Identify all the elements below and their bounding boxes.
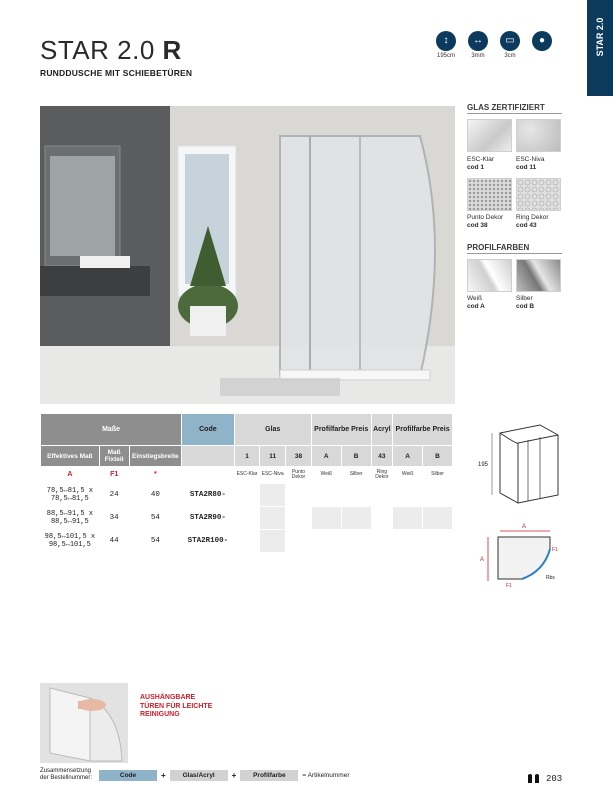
- cell-price: [312, 507, 341, 529]
- plan-f1-side: F1: [552, 547, 558, 553]
- label-silber-acryl: Silber: [431, 471, 444, 478]
- cell-price: [393, 530, 422, 552]
- title-bold: R: [162, 35, 182, 65]
- label-weiss: Weiß: [320, 471, 333, 478]
- feature-water: [530, 31, 554, 59]
- feature-icons: [434, 31, 554, 59]
- col-43: 43: [372, 446, 393, 466]
- cell-price: [286, 484, 311, 506]
- label-blank: [182, 467, 234, 483]
- feature-caption: 195cm: [436, 53, 455, 59]
- cell-price: [423, 484, 452, 506]
- plan-a-top: A: [522, 524, 527, 530]
- composer-glass: Glas/Acryl: [170, 770, 228, 781]
- glass-thickness-icon: ↔: [468, 31, 488, 51]
- spec-table: [40, 413, 453, 553]
- cell-price: [342, 530, 371, 552]
- col-11: 11: [260, 446, 285, 466]
- profile-caption: Silber cod B: [516, 295, 535, 310]
- plus-icon: +: [231, 770, 237, 780]
- cell-price: [260, 484, 285, 506]
- cell-eff: 98,5↔101,5 x 98,5↔101,5: [44, 533, 96, 549]
- page-title: [40, 35, 182, 66]
- cell-einstieg: 54: [150, 514, 160, 522]
- label-punto: Punto Dekor: [291, 468, 306, 480]
- cell-eff: 78,5↔81,5 x 78,5↔81,5: [46, 487, 93, 503]
- glass-caption: Punto Dekor cod 38: [467, 214, 504, 229]
- col-b-acryl: B: [423, 446, 452, 466]
- profile-swatch-weiss[interactable]: [467, 259, 512, 292]
- header-code-blank: [182, 446, 234, 466]
- dimension-drawing: [470, 413, 575, 589]
- header-acryl: Acryl: [372, 414, 393, 445]
- order-number-composer: [40, 768, 350, 782]
- page-number: 203: [546, 774, 563, 784]
- feature-profile: [498, 31, 522, 59]
- profile-swatch-silber[interactable]: [516, 259, 561, 292]
- promo-text: AUSHÄNGBARE TÜREN FÜR LEICHTE REINIGUNG: [140, 694, 213, 718]
- page-subtitle: RUNDDUSCHE MIT SCHIEBETÜREN: [40, 68, 193, 78]
- header-mass-fixteil: Maß Fixteil: [100, 446, 129, 466]
- plus-icon: +: [161, 770, 166, 780]
- glass-swatch-esc-klar[interactable]: [467, 119, 512, 152]
- cell-price: [342, 507, 371, 529]
- col-b: B: [342, 446, 371, 466]
- title-light: STAR 2.0: [40, 35, 155, 65]
- cell-code: STA2R90-: [189, 514, 226, 522]
- col-a: A: [312, 446, 341, 466]
- cell-code: STA2R100-: [187, 537, 229, 545]
- label-esc-klar: ESC-Klar: [236, 471, 258, 478]
- cleaning-illustration: [40, 683, 128, 763]
- cell-code: STA2R80-: [189, 491, 226, 499]
- header-einstiegsbreite: Einstiegsbreite: [130, 446, 182, 466]
- label-f1: F1: [110, 471, 119, 479]
- cell-price: [286, 530, 311, 552]
- feature-caption: 3mm: [471, 53, 485, 59]
- plan-a-left: A: [480, 557, 485, 563]
- cell-fix: 24: [109, 491, 119, 499]
- side-tab-label: STAR 2.0: [595, 17, 605, 57]
- glass-caption: ESC-Klar cod 1: [467, 156, 495, 171]
- cell-price: [286, 507, 311, 529]
- glass-caption: ESC-Niva cod 11: [516, 156, 545, 171]
- cell-price: [393, 507, 422, 529]
- header-masse: Maße: [41, 414, 181, 445]
- water-drop-icon: ●: [532, 31, 552, 51]
- feature-glass: [466, 31, 490, 59]
- cell-fix: 34: [109, 514, 119, 522]
- cell-price: [342, 484, 371, 506]
- profile-heading: PROFILFARBEN: [467, 243, 562, 254]
- cell-price: [372, 507, 393, 529]
- cell-einstieg: 40: [150, 491, 160, 499]
- header-glas: Glas: [235, 414, 311, 445]
- header-profilfarbe-preis-acryl: Profilfarbe Preis: [393, 414, 452, 445]
- glass-swatch-punto-dekor[interactable]: [467, 178, 512, 211]
- table-row: [41, 530, 452, 552]
- table-row: [41, 507, 452, 529]
- label-ring: Ring Dekor: [375, 468, 389, 480]
- header-code: Code: [182, 414, 234, 445]
- plan-rbs: Rbs: [546, 575, 555, 581]
- bathroom-illustration: [40, 106, 455, 404]
- cell-price: [235, 507, 260, 529]
- product-photo: [40, 106, 455, 404]
- composer-result: = Artikelnummer: [302, 771, 350, 779]
- col-1: 1: [235, 446, 260, 466]
- cell-price: [372, 530, 393, 552]
- feature-caption: 3cm: [504, 53, 516, 59]
- cell-einstieg: 54: [150, 537, 160, 545]
- height-icon: ↕: [436, 31, 456, 51]
- technical-drawings: [470, 413, 575, 589]
- glass-swatch-esc-niva[interactable]: [516, 119, 561, 152]
- glass-heading: GLAS ZERTIFIZIERT: [467, 103, 562, 114]
- glass-swatch-ring-dekor[interactable]: [516, 178, 561, 211]
- profile-icon: ▭: [500, 31, 520, 51]
- cell-price: [312, 484, 341, 506]
- cell-price: [260, 507, 285, 529]
- cell-price: [312, 530, 341, 552]
- label-esc-niva: ESC-Niva: [261, 471, 284, 478]
- header-profilfarbe-preis: Profilfarbe Preis: [312, 414, 371, 445]
- cell-price: [235, 530, 260, 552]
- col-38: 38: [286, 446, 311, 466]
- height-dimension: 195: [478, 462, 489, 468]
- cell-price: [393, 484, 422, 506]
- composer-profile: Profilfarbe: [240, 770, 298, 781]
- header-effektives-mass: Effektives Maß: [41, 446, 99, 466]
- label-weiss-acryl: Weiß: [401, 471, 414, 478]
- cell-price: [260, 530, 285, 552]
- cleaning-photo: [40, 683, 128, 763]
- side-tab: [587, 0, 613, 96]
- composer-code: Code: [99, 770, 157, 781]
- cell-price: [372, 484, 393, 506]
- cell-price: [235, 484, 260, 506]
- cell-price: [423, 507, 452, 529]
- cell-eff: 88,5↔91,5 x 88,5↔91,5: [46, 510, 93, 526]
- plan-f1-bottom: F1: [506, 583, 512, 589]
- cell-price: [423, 530, 452, 552]
- label-a: A: [67, 471, 73, 479]
- label-silber: Silber: [349, 471, 363, 478]
- feature-height: [434, 31, 458, 59]
- brand-logo-icon: [527, 773, 541, 784]
- profile-caption: Weiß cod A: [467, 295, 485, 310]
- cell-fix: 44: [109, 537, 119, 545]
- composer-label: Zusammensetzung der Bestellnummer:: [40, 768, 93, 781]
- col-a-acryl: A: [393, 446, 422, 466]
- table-row: [41, 484, 452, 506]
- glass-caption: Ring Dekor cod 43: [516, 214, 549, 229]
- label-star: *: [153, 471, 157, 479]
